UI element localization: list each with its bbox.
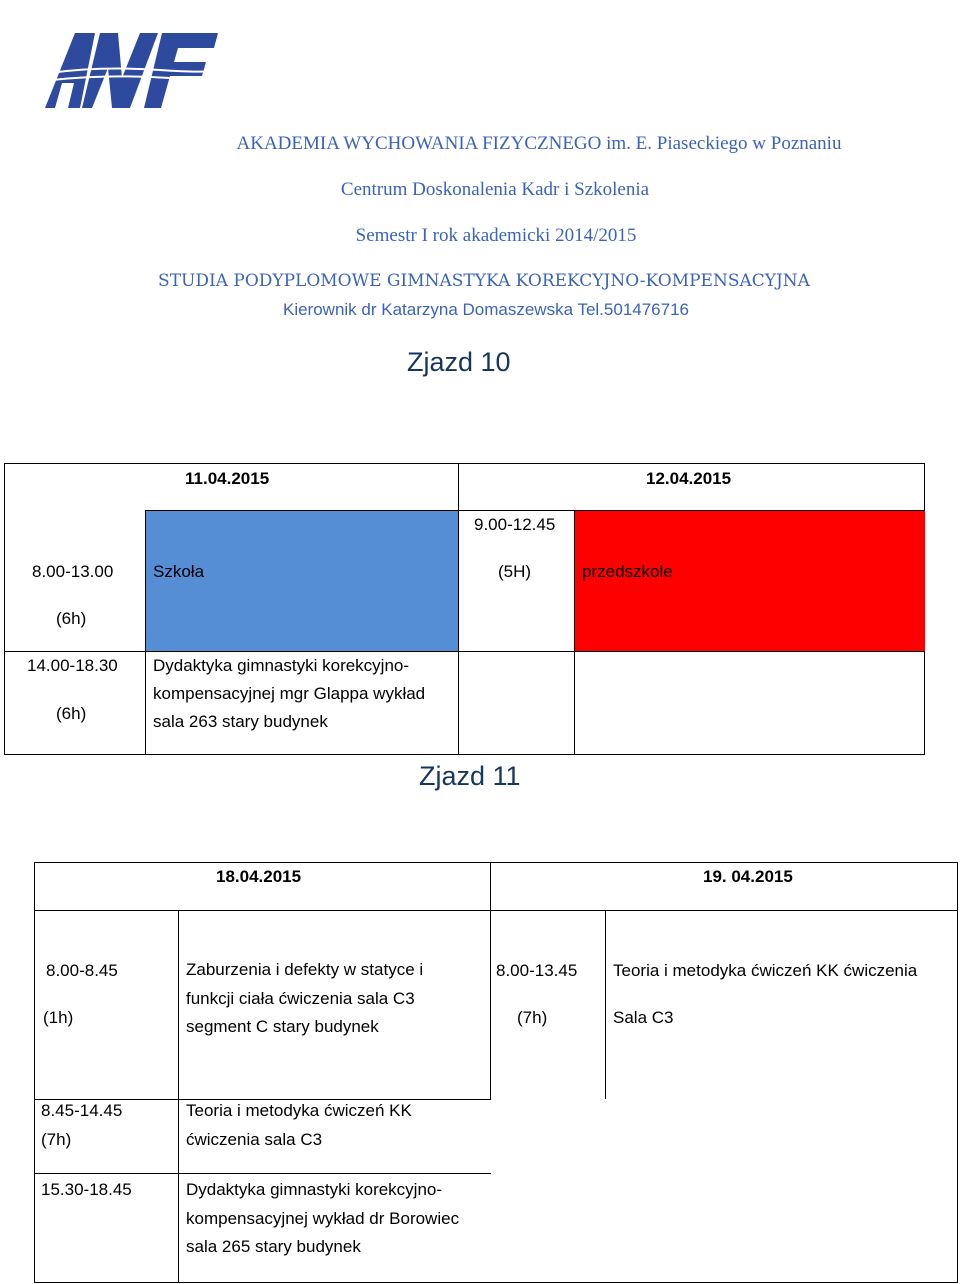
zjazd11-row1-subject2-line1: Teoria i metodyka ćwiczeń KK ćwiczenia: [613, 961, 918, 980]
zjazd10-row1-subject: Szkoła: [153, 562, 205, 581]
zjazd10-row1-hours: (6h): [56, 609, 87, 628]
zjazd10-row1-time2: 9.00-12.45: [474, 515, 556, 534]
zjazd10-row2-hours: (6h): [56, 704, 87, 723]
zjazd11-date1: 18.04.2015: [216, 867, 302, 886]
zjazd11-row2-time: 8.45-14.45: [41, 1101, 123, 1120]
zjazd10-title: Zjazd 10: [407, 347, 511, 377]
zjazd10-row2-subject-line3: sala 263 stary budynek: [153, 712, 328, 731]
header-director: Kierownik dr Katarzyna Domaszewska Tel.501476716: [282, 300, 690, 319]
zjazd11-row3-subject-line3: sala 265 stary budynek: [186, 1237, 361, 1256]
zjazd10-row2-subject-line1: Dydaktyka gimnastyki korekcyjno-: [153, 656, 410, 675]
zjazd10-table: [4, 463, 925, 755]
zjazd11-table: [34, 862, 958, 1283]
zjazd11-row3-subject-line2: kompensacyjnej wykład dr Borowiec: [186, 1209, 460, 1228]
header-centre: Centrum Doskonalenia Kadr i Szkolenia: [340, 179, 650, 200]
zjazd11-row2-subject-line2: ćwiczenia sala C3: [186, 1130, 323, 1149]
zjazd11-row1-subject-line2: funkcji ciała ćwiczenia sala C3: [186, 989, 415, 1008]
zjazd11-title: Zjazd 11: [419, 761, 521, 791]
zjazd10-row2-time: 14.00-18.30: [27, 656, 118, 675]
awf-logo: [40, 28, 220, 113]
zjazd11-row1-subject2-line2: Sala C3: [613, 1008, 674, 1027]
zjazd11-row2-subject-line1: Teoria i metodyka ćwiczeń KK: [186, 1101, 412, 1120]
zjazd11-date2: 19. 04.2015: [703, 867, 793, 886]
header-university: AKADEMIA WYCHOWANIA FIZYCZNEGO im. E. Piaseckiego w Poznaniu: [236, 133, 842, 154]
zjazd11-row1-time: 8.00-8.45: [46, 961, 118, 980]
zjazd10-row1-hours2: (5H): [498, 562, 532, 581]
header-program: STUDIA PODYPLOMOWE GIMNASTYKA KOREKCYJNO-KOMPENSACYJNA: [158, 271, 810, 291]
zjazd11-row1-hours: (1h): [43, 1008, 74, 1027]
header-semester: Semestr I rok akademicki 2014/2015: [355, 225, 637, 246]
zjazd11-row3-time: 15.30-18.45: [41, 1180, 132, 1199]
zjazd11-row3-subject-line1: Dydaktyka gimnastyki korekcyjno-: [186, 1180, 443, 1199]
zjazd10-row1-subject2: przedszkole: [582, 562, 673, 581]
zjazd11-row1-time2: 8.00-13.45: [496, 961, 578, 980]
zjazd11-row2-hours: (7h): [41, 1130, 72, 1149]
zjazd10-date1: 11.04.2015: [185, 469, 270, 488]
zjazd10-date2: 12.04.2015: [646, 469, 732, 488]
zjazd11-row1-subject-line3: segment C stary budynek: [186, 1017, 379, 1036]
zjazd11-row1-subject-line1: Zaburzenia i defekty w statyce i: [186, 960, 424, 979]
zjazd11-row1-hours2: (7h): [517, 1008, 548, 1027]
zjazd10-row1-time: 8.00-13.00: [32, 562, 114, 581]
zjazd10-row2-subject-line2: kompensacyjnej mgr Glappa wykład: [153, 684, 426, 703]
